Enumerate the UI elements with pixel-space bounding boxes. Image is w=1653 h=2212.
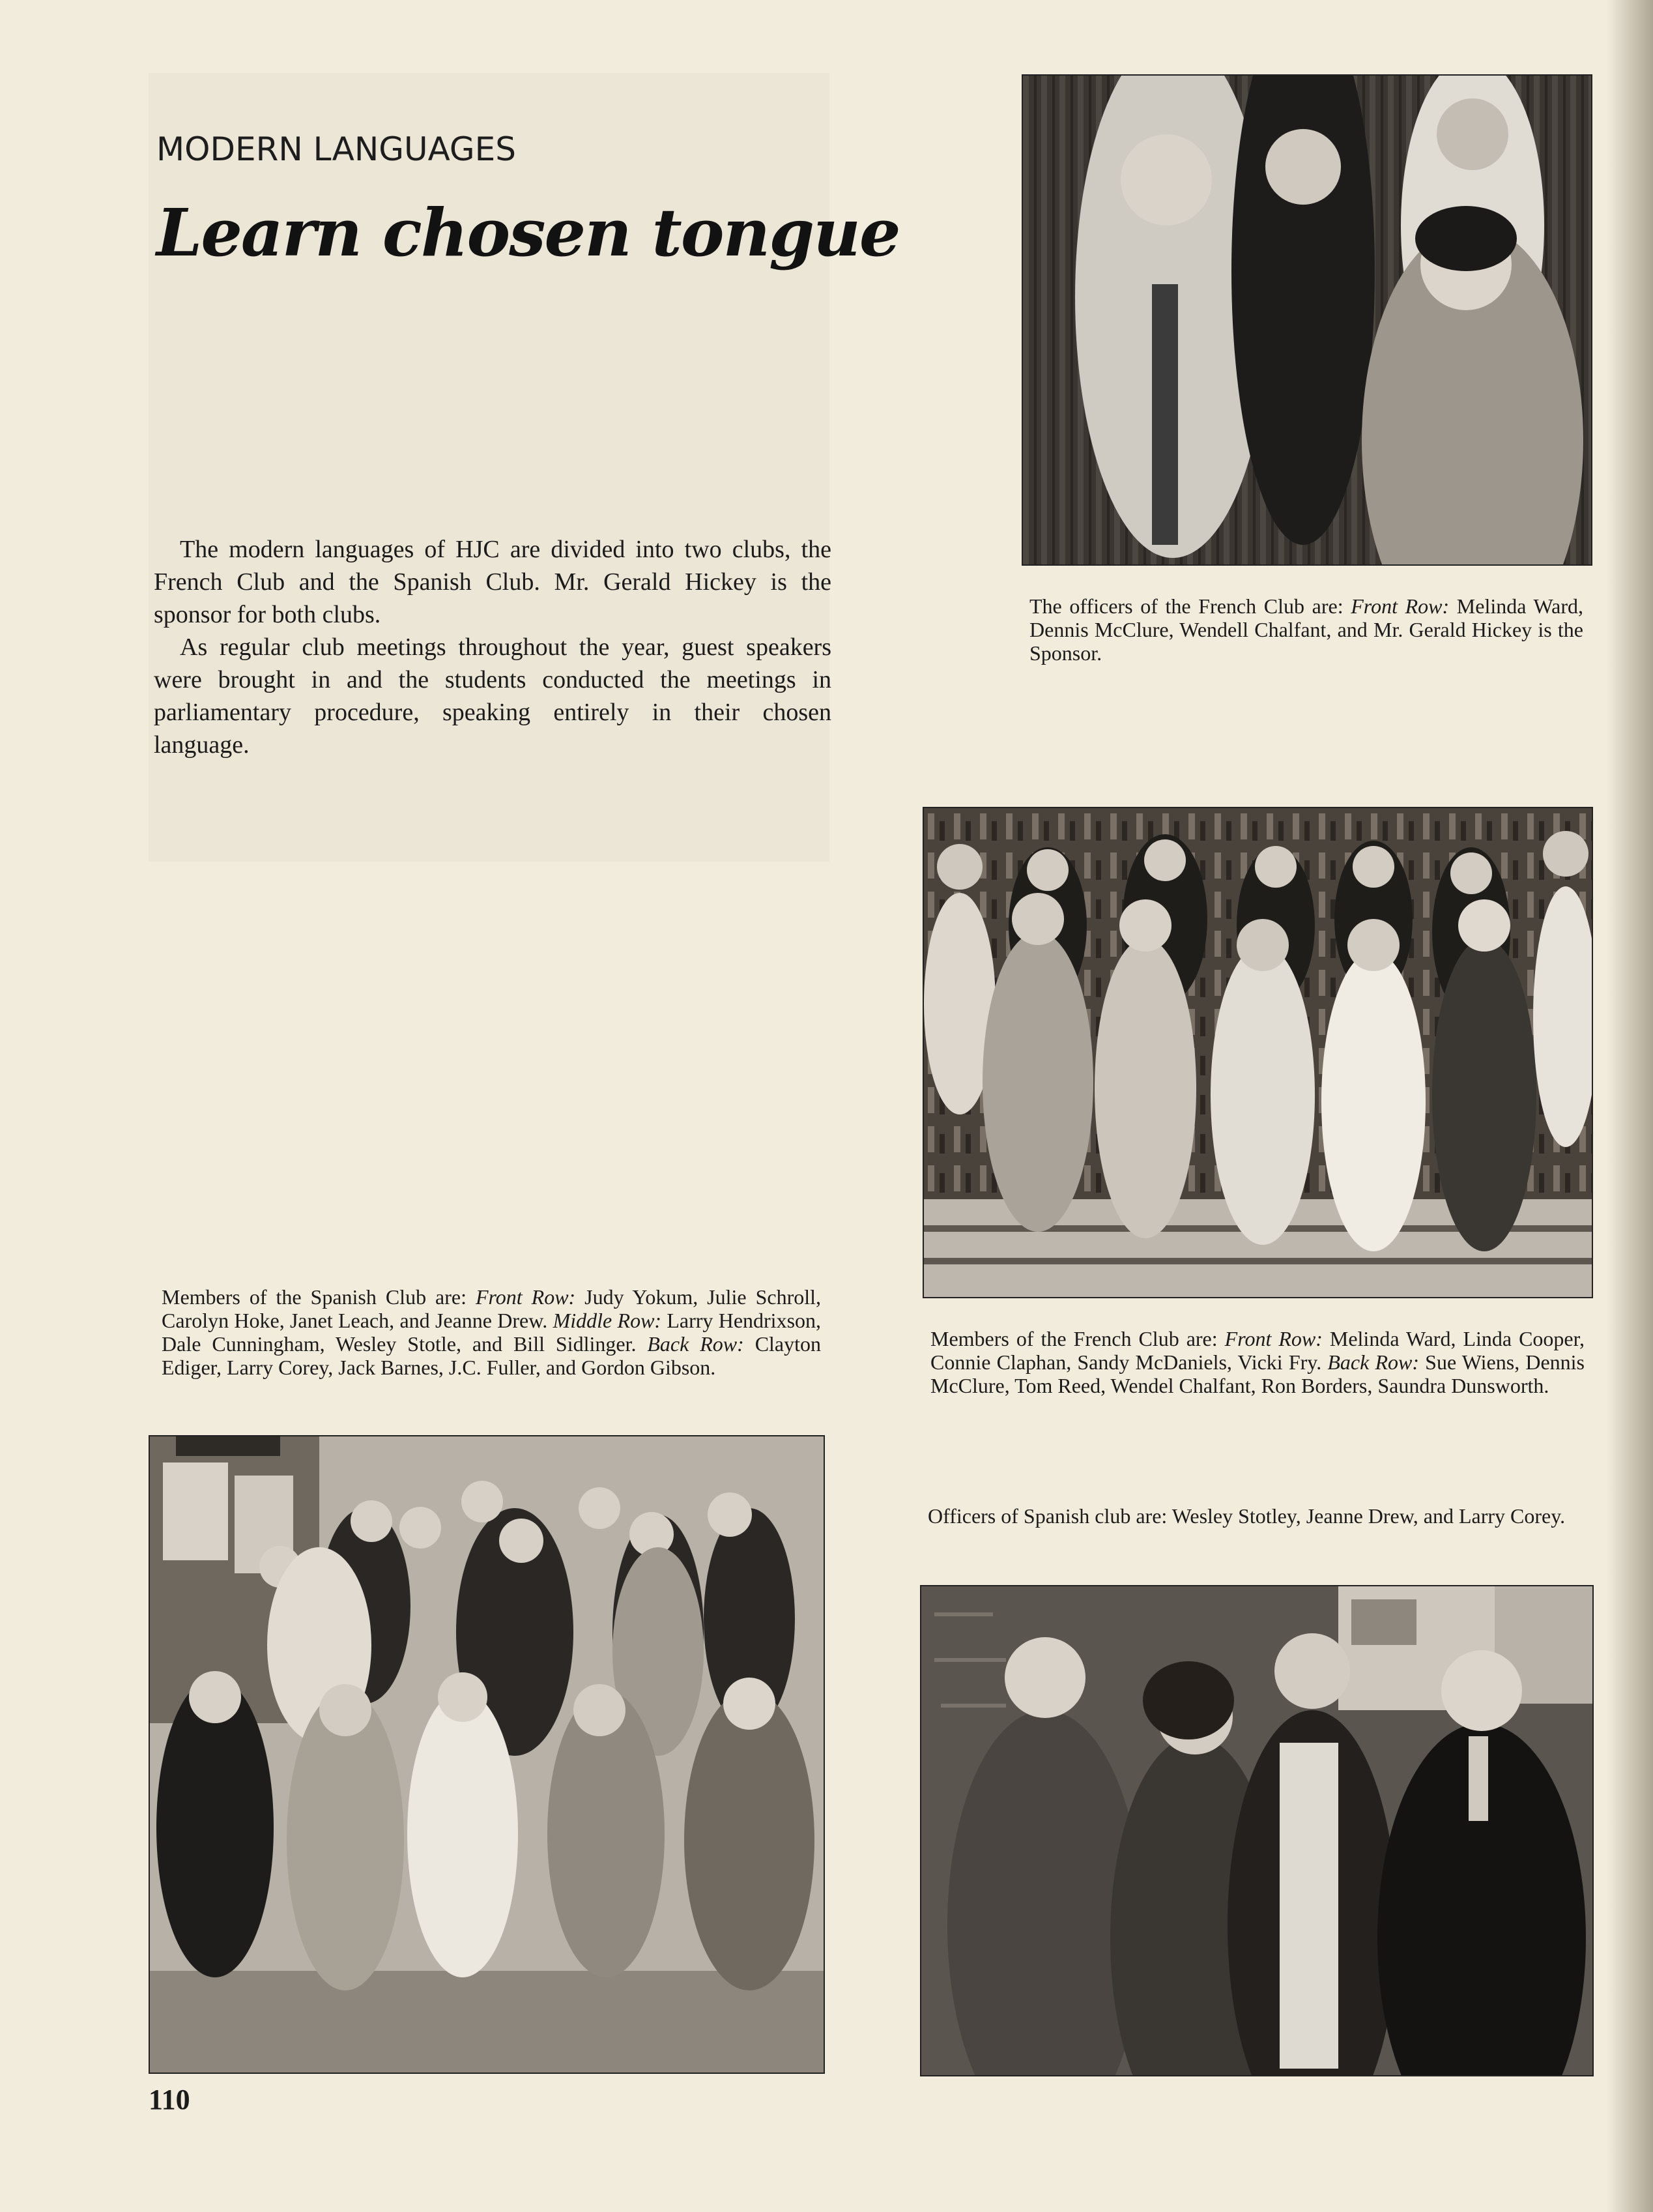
caption-names: Larry Hendrixson, Dale Cunningham, Wesley Stotle, and Bill Sidlinger. [162,1309,822,1356]
spanish-members-photo [149,1435,825,2074]
page-edge-shadow [1607,0,1653,2212]
spanish-officers-caption: Officers of Spanish club are: Wesley Stotley, Jeanne Drew, and Larry Corey. [928,1504,1566,1528]
page-number: 110 [149,2084,190,2116]
caption-names: Melinda Ward, Dennis McClure, Wendell Chalfant, and Mr. Gerald Hickey is the Sponsor. [1029,594,1584,665]
caption-row-label: Back Row: [1327,1350,1420,1374]
intro-paragraph-2: As regular club meetings throughout the year, guest speakers were brought in and the students conducted the meetings in parliamentary procedure, speaking entirely in their chosen language. [154,633,831,759]
spanish-members-caption [162,1285,821,1379]
intro-text [154,533,831,761]
caption-row-label: Front Row: [475,1285,576,1309]
spanish-officers-photo [920,1585,1594,2076]
caption-names: Melinda Ward, Linda Cooper, Connie Claphan, Sandy McDaniels, Vicki Fry. [930,1327,1585,1374]
caption-lead: The officers of the French Club are: [1029,594,1351,618]
caption-row-label: Front Row: [1224,1327,1323,1350]
caption-names: Clayton Ediger, Larry Corey, Jack Barnes, J.C. Fuller, and Gordon Gibson. [162,1332,822,1379]
section-label: MODERN LANGUAGES [156,130,516,168]
page-headline: Learn chosen tongue [156,194,900,271]
french-officers-photo [1022,74,1592,566]
french-members-photo [923,807,1593,1298]
caption-row-label: Front Row: [1351,594,1450,618]
caption-row-label: Back Row: [647,1332,744,1356]
caption-lead: Members of the French Club are: [930,1327,1225,1350]
caption-names: Judy Yokum, Julie Schroll, Carolyn Hoke, Janet Leach, and Jeanne Drew. [162,1285,822,1332]
caption-names: Sue Wiens, Dennis McClure, Tom Reed, Wendel Chalfant, Ron Borders, Saundra Dunsworth. [930,1350,1585,1397]
french-members-caption [930,1327,1585,1397]
caption-row-label: Middle Row: [553,1309,662,1332]
intro-paragraph-1: The modern languages of HJC are divided into two clubs, the French Club and the Spanish Club. Mr. Gerald Hickey is the sponsor for both clubs. [154,536,831,628]
caption-lead: Members of the Spanish Club are: [162,1285,476,1309]
french-officers-caption [1029,594,1583,665]
